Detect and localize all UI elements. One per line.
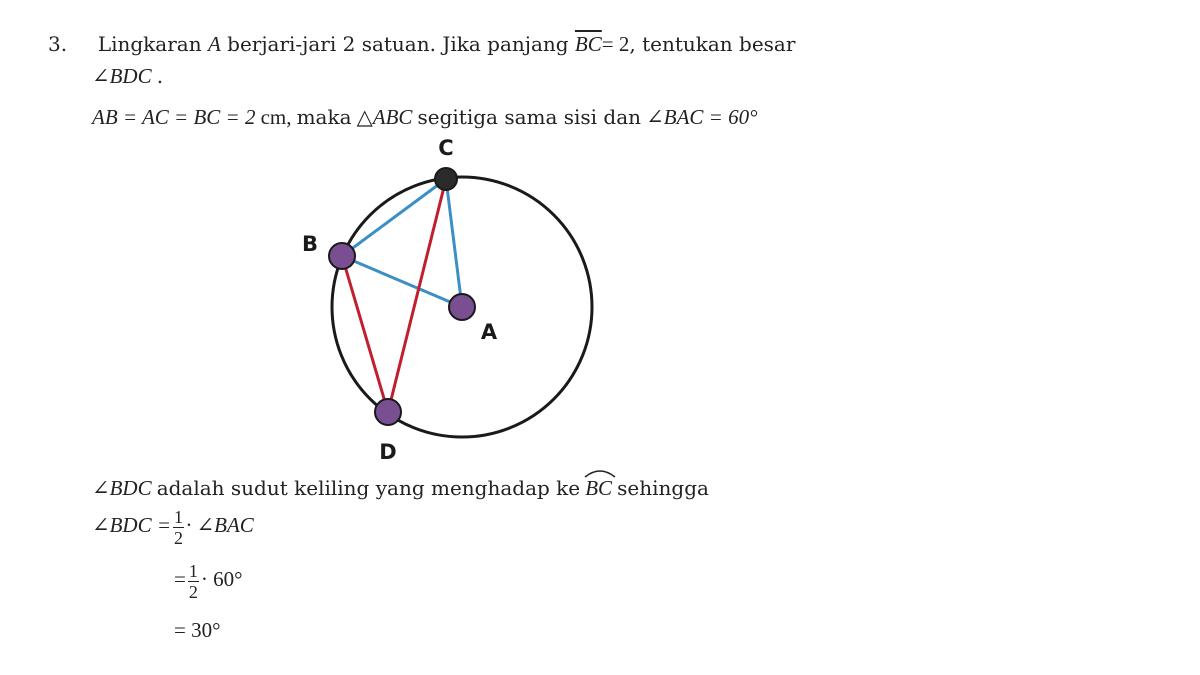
step-1: [92, 508, 254, 547]
frac2-num: 1: [188, 561, 198, 581]
point-d: [375, 399, 401, 425]
problem-text-part2: berjari-jari 2 satuan. Jika panjang: [227, 32, 569, 56]
frac1-num: 1: [174, 507, 184, 527]
circle-diagram: [290, 130, 630, 470]
circle-name: A: [207, 32, 221, 56]
angle-bac: ∠BAC = 60°: [646, 105, 758, 129]
label-d: D: [379, 440, 397, 464]
explanation-line: [92, 476, 709, 501]
segment-value: = 2: [601, 32, 630, 56]
segment-bc: $\overline{BC}$: [574, 32, 602, 56]
statement-text1: maka: [296, 105, 352, 129]
angle-bdc: ∠BDC: [92, 476, 152, 500]
triangle-abc: △ABC: [356, 105, 413, 129]
fraction-half-1: [173, 508, 184, 547]
problem-text-part3: , tentukan besar: [629, 32, 796, 56]
point-b: [329, 243, 355, 269]
explanation-text1: adalah sudut keliling yang menghadap ke: [156, 476, 581, 500]
statement-text2: segitiga sama sisi dan: [417, 105, 642, 129]
step2-rhs: · 60°: [200, 567, 243, 591]
step2-eq: =: [174, 567, 186, 591]
step3-result: = 30°: [174, 618, 221, 642]
edge-ac: [446, 179, 462, 307]
label-b: B: [301, 232, 319, 256]
statement-line: [92, 105, 757, 130]
problem-line-2: [92, 64, 163, 89]
point-c: [435, 168, 457, 190]
angle-asked: ∠BDC: [92, 64, 152, 88]
label-a: A: [480, 320, 498, 344]
step1-rhs: · ∠BAC: [186, 513, 254, 537]
problem-text-part1: Lingkaran: [97, 32, 202, 56]
edge-ab: [342, 256, 462, 307]
label-c: C: [438, 136, 454, 160]
frac2-den: 2: [188, 582, 198, 602]
unit: cm,: [260, 105, 292, 129]
step-3: [174, 618, 221, 643]
problem-line-1: [48, 32, 795, 57]
point-a: [449, 294, 475, 320]
equality: AB = AC = BC = 2: [92, 105, 256, 129]
step-2: [174, 562, 243, 601]
arc-mark: [583, 467, 617, 479]
step1-lhs: ∠BDC =: [92, 513, 172, 537]
arc-bc: [585, 476, 612, 501]
problem-number: 3.: [48, 32, 68, 56]
frac1-den: 2: [174, 528, 184, 548]
explanation-text2: sehingga: [617, 476, 709, 500]
chord-bd: [342, 256, 388, 412]
arc-label: BC: [585, 476, 613, 500]
fraction-half-2: [188, 562, 199, 601]
period: .: [156, 64, 164, 88]
